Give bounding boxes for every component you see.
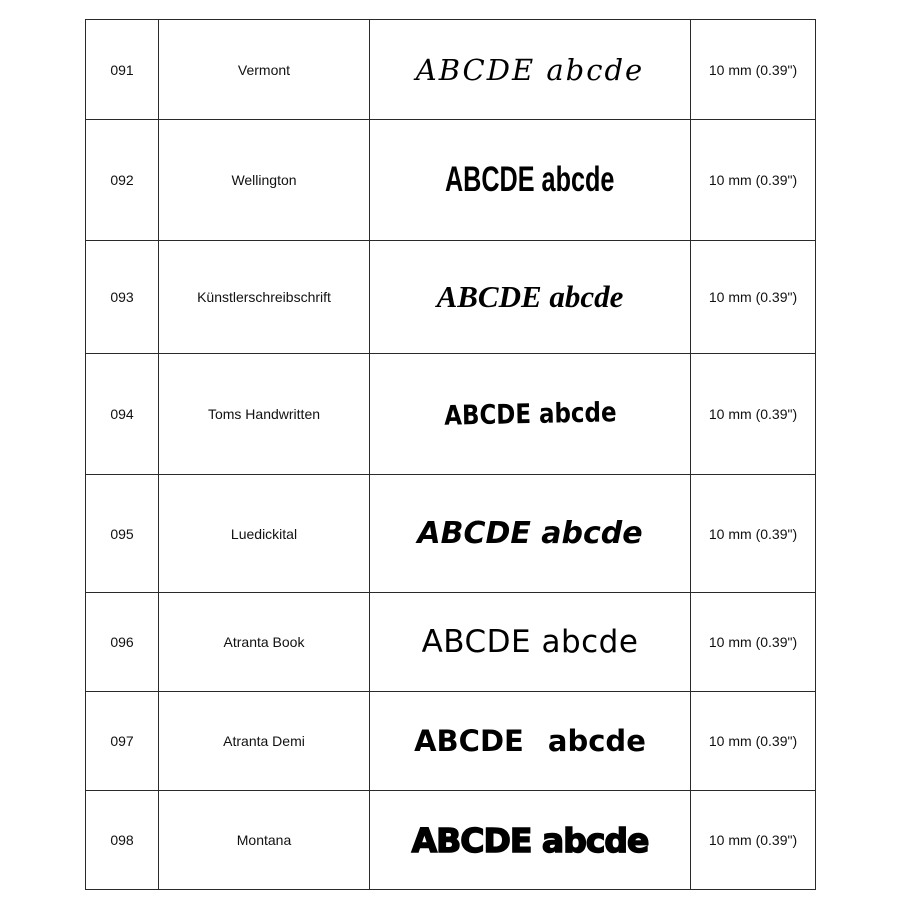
font-catalog-table: [85, 19, 816, 890]
table-row: [86, 20, 816, 120]
font-size: 10 mm (0.39"): [691, 593, 816, 692]
font-code: 093: [86, 241, 159, 354]
table-row: [86, 475, 816, 593]
font-code: 092: [86, 120, 159, 241]
font-sample: ABCDE abcde: [445, 160, 615, 199]
font-sample-cell: [370, 354, 691, 475]
font-sample-cell: [370, 692, 691, 791]
table-row: [86, 593, 816, 692]
table-row: [86, 120, 816, 241]
table-row: [86, 692, 816, 791]
font-size: 10 mm (0.39"): [691, 241, 816, 354]
font-size: 10 mm (0.39"): [691, 692, 816, 791]
font-sample-cell: [370, 593, 691, 692]
font-size: 10 mm (0.39"): [691, 475, 816, 593]
font-code: 098: [86, 791, 159, 890]
font-sample-cell: [370, 475, 691, 593]
font-sample-cell: [370, 241, 691, 354]
font-name: Toms Handwritten: [159, 354, 370, 475]
font-sample: ABCDE abcde: [443, 396, 617, 432]
font-size: 10 mm (0.39"): [691, 354, 816, 475]
font-sample: ABCDE abcde: [415, 52, 645, 87]
font-name: Luedickital: [159, 475, 370, 593]
font-size: 10 mm (0.39"): [691, 20, 816, 120]
font-name: Atranta Demi: [159, 692, 370, 791]
font-code: 095: [86, 475, 159, 593]
font-sample-cell: [370, 791, 691, 890]
font-name: Atranta Book: [159, 593, 370, 692]
font-sample: ABCDE abcde: [421, 624, 639, 660]
font-sample: ABCDE abcde: [417, 516, 643, 551]
font-sample: ABCDE abcde: [436, 279, 624, 314]
font-name: Vermont: [159, 20, 370, 120]
font-sample-cell: [370, 20, 691, 120]
font-sample: ABCDE abcde: [414, 724, 646, 758]
table-row: [86, 354, 816, 475]
font-code: 097: [86, 692, 159, 791]
font-sample: ABCDE abcde: [411, 820, 649, 860]
font-sample-cell: [370, 120, 691, 241]
font-code: 096: [86, 593, 159, 692]
table-row: [86, 791, 816, 890]
font-name: Montana: [159, 791, 370, 890]
font-name: Künstlerschreibschrift: [159, 241, 370, 354]
font-size: 10 mm (0.39"): [691, 791, 816, 890]
table-row: [86, 241, 816, 354]
font-code: 094: [86, 354, 159, 475]
font-name: Wellington: [159, 120, 370, 241]
font-code: 091: [86, 20, 159, 120]
font-size: 10 mm (0.39"): [691, 120, 816, 241]
